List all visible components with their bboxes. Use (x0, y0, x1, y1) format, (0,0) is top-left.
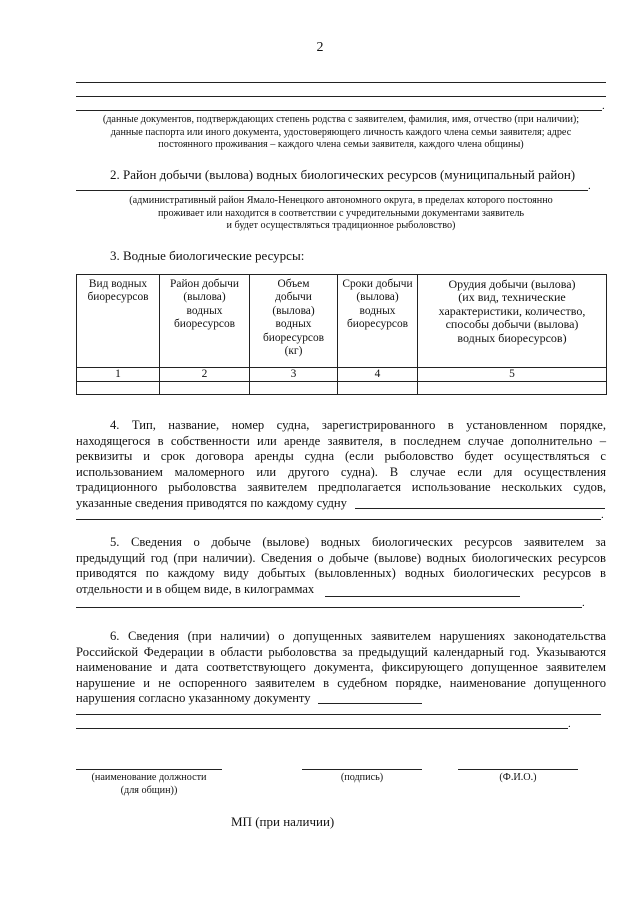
section-6-line-3: наименование и дата соответствующего документа, фиксирующего допущенное заявителем (76, 660, 606, 675)
header-text: (вылова) (356, 291, 399, 304)
section-4-line-4: использованием маломерного или другого судна). В случае если для осуществления (76, 464, 606, 479)
section-5-line-4: отдельности и в общем виде, в килограммах (76, 581, 315, 596)
blank-line-catch-2[interactable] (76, 607, 582, 608)
header-text: добычи (275, 291, 312, 304)
header-text: (их вид, технические (458, 290, 566, 305)
dot: . (601, 509, 604, 521)
dot: . (602, 100, 605, 112)
note-district-line-2: проживает или находится в соответствии с учредительными документами заявитель (157, 207, 525, 219)
section-5-line-1: 5. Сведения о добыче (вылове) водных биологических ресурсов заявителем за (110, 535, 606, 549)
header-text: (вылова) (272, 304, 315, 317)
blank-line-district[interactable] (76, 190, 588, 191)
blank-line-relatives-3[interactable] (76, 110, 602, 111)
dot: . (568, 718, 571, 730)
section-6-line-4: нарушение и не оспоренного заявителем в судебном порядке, наименование допущенного (76, 675, 606, 690)
section-2-title: 2. Район добычи (вылова) водных биологических ресурсов (муниципальный район) (110, 167, 576, 182)
section-4 (76, 418, 606, 512)
dot: . (582, 597, 585, 609)
section-5-line-3: приводятся по каждому виду добытых (выловленных) водных биологических ресурсов в (76, 566, 606, 581)
table-cell[interactable] (250, 382, 338, 395)
position-caption-line-2: (для общин)) (120, 784, 178, 796)
section-4-line-1: 4. Тип, название, номер судна, зарегистрированного в установленном порядке, (110, 418, 606, 432)
signature-line[interactable] (302, 769, 422, 770)
section-4-line-5: традиционного рыболовства заявителем предполагается использование нескольких судов, (76, 480, 606, 495)
header-text: (вылова) (183, 291, 226, 304)
header-text: Орудия добычи (вылова) (448, 277, 576, 291)
blank-line-vessel-2[interactable] (76, 519, 601, 520)
name-line[interactable] (458, 769, 578, 770)
header-text: биоресурсов (262, 331, 325, 344)
table-cell[interactable] (77, 382, 160, 395)
header-text: способы добычи (вылова) (445, 317, 579, 332)
column-number: 5 (418, 368, 607, 382)
header-text: Район добычи (170, 278, 239, 290)
page-number: 2 (316, 40, 324, 55)
section-6 (76, 629, 606, 707)
column-number: 2 (160, 368, 250, 382)
note-relatives-line-1: (данные документов, подтверждающих степень родства с заявителем, фамилия, имя, отчество (при наличии); (102, 114, 580, 125)
blank-line-violation-3[interactable] (76, 728, 568, 729)
blank-line-violation-2[interactable] (76, 714, 601, 715)
position-caption (76, 772, 222, 797)
section-3-title: 3. Водные биологические ресурсы: (110, 248, 305, 263)
position-caption-line-1: (наименование должности (91, 772, 207, 783)
section-4-line-2: находящегося в собственности или аренде заявителя, в последнем случае дополнительно – (76, 433, 606, 448)
note-relatives-line-3: постоянного проживания – каждого члена семьи заявителя, каждого члена общины) (158, 139, 524, 151)
header-text: биоресурсов (87, 291, 149, 304)
position-line[interactable] (76, 769, 222, 770)
header-text: Сроки добычи (342, 278, 413, 290)
section-6-line-5: нарушения согласно указанному документу (76, 691, 311, 706)
header-cell-gear (418, 275, 607, 368)
note-relatives (76, 114, 606, 152)
blank-line-violation-1[interactable] (318, 703, 422, 704)
header-text: водных (275, 318, 312, 331)
blank-line-relatives-1[interactable] (76, 82, 606, 83)
blank-line-catch-1[interactable] (325, 596, 520, 597)
name-caption: (Ф.И.О.) (499, 772, 537, 783)
column-number: 3 (250, 368, 338, 382)
note-relatives-line-2: данные паспорта или иного документа, удостоверяющего личность каждого члена семьи заявителя; адрес (110, 126, 572, 138)
bioresources-table (76, 274, 607, 395)
column-number: 1 (77, 368, 160, 382)
header-text: Вид водных (88, 278, 148, 290)
table-header-row (77, 275, 607, 368)
section-5 (76, 535, 606, 597)
note-district-line-1: (административный район Ямало-Ненецкого автономного округа, в пределах которого постоянно (129, 195, 553, 206)
header-cell-volume (250, 275, 338, 368)
table-cell[interactable] (418, 382, 607, 395)
blank-line-vessel-1[interactable] (355, 508, 605, 509)
section-5-line-2: предыдущий год (при наличии). Сведения о добыче (вылове) водных биологических ресурсов (76, 550, 606, 565)
header-cell-area (160, 275, 250, 368)
header-text: водных (186, 304, 223, 317)
note-district (76, 195, 606, 233)
note-district-line-3: и будет осуществляться традиционное рыболовство) (226, 220, 456, 232)
table-cell[interactable] (160, 382, 250, 395)
header-text: водных биоресурсов) (457, 330, 567, 345)
table-number-row (77, 368, 607, 382)
header-text: биоресурсов (173, 318, 236, 331)
table-empty-row[interactable] (77, 382, 607, 395)
header-cell-dates (338, 275, 418, 368)
header-text: характеристики, количество, (438, 303, 586, 318)
stamp-label: МП (при наличии) (231, 814, 335, 829)
section-6-line-1: 6. Сведения (при наличии) о допущенных заявителем нарушениях законодательства (110, 629, 606, 643)
section-6-line-2: Российской Федерации в области рыболовства за предыдущий календарный год. Указываются (76, 644, 606, 659)
header-text: (кг) (284, 345, 303, 358)
header-text: водных (359, 304, 396, 317)
section-4-line-3: реквизиты и срок договора аренды судна (если рыболовство будет осуществляться с (76, 449, 606, 464)
signature-caption: (подпись) (340, 772, 384, 783)
column-number: 4 (338, 368, 418, 382)
header-text: Объем (277, 278, 310, 290)
section-4-line-6: указанные сведения приводятся по каждому судну (76, 495, 347, 510)
header-text: биоресурсов (346, 318, 409, 331)
header-cell-species (77, 275, 160, 368)
dot: . (588, 180, 591, 192)
table-cell[interactable] (338, 382, 418, 395)
blank-line-relatives-2[interactable] (76, 96, 606, 97)
